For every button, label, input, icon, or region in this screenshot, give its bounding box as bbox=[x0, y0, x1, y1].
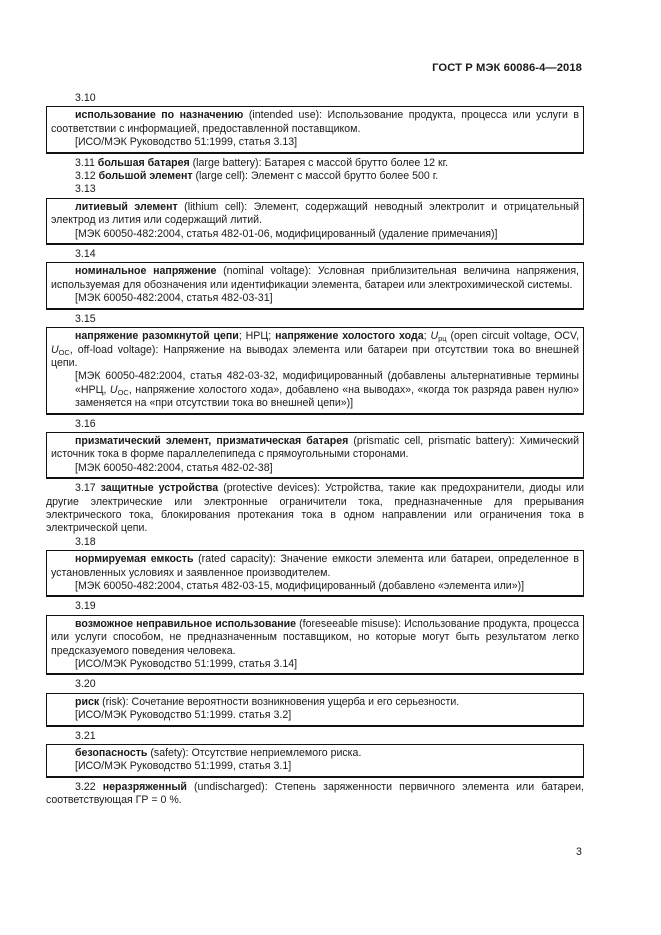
term: нормируемая емкость bbox=[75, 553, 194, 566]
subscript: OC bbox=[58, 347, 70, 357]
definition-box bbox=[46, 615, 584, 676]
entry-number: 3.22 bbox=[75, 780, 96, 793]
definition-text bbox=[46, 781, 584, 808]
source-reference: [МЭК 60050-482:2004, статья 482-03-31] bbox=[75, 292, 273, 305]
definition-text bbox=[46, 157, 584, 170]
page-header: ГОСТ Р МЭК 60086-4—2018 bbox=[432, 62, 582, 74]
definition: (risk): Сочетание вероятности возникновения ущерба и его серьезности. bbox=[99, 695, 460, 708]
definition: (large cell): Элемент с массой брутто более 500 г. bbox=[192, 170, 439, 183]
entry-number: 3.17 bbox=[75, 482, 96, 495]
definition: (protective devices): Устройства, такие как предохранители, диоды или другие электрические или электронные ограничители тока, предназначенные для прерывания электрического тока, блокирования протекания тока в одном направлении или ограничения тока в электрической цепи. bbox=[46, 482, 584, 535]
source-reference: [ИСО/МЭК Руководство 51:1999. статья 3.2] bbox=[75, 709, 292, 722]
term: большая батарея bbox=[97, 156, 190, 169]
definition-text bbox=[51, 696, 579, 709]
term: номинальное напряжение bbox=[75, 265, 217, 278]
definition-box bbox=[46, 550, 584, 597]
term: призматический элемент, призматическая батарея bbox=[75, 434, 349, 447]
definition-text bbox=[46, 482, 584, 536]
page-number: 3 bbox=[576, 846, 582, 858]
document-body bbox=[46, 92, 584, 808]
term: литиевый элемент bbox=[75, 200, 178, 213]
entry-number: 3.13 bbox=[75, 183, 96, 196]
entry-number: 3.21 bbox=[75, 729, 96, 742]
term: напряжение разомкнутой цепи bbox=[75, 330, 239, 343]
symbol: U bbox=[430, 330, 439, 343]
definition: (prismatic cell, prismatic battery): Химический источник тока в форме параллелепипеда с прямоугольными сторонами. bbox=[51, 434, 579, 461]
definition: (foreseeable misuse): Использование продукта, процесса или услуги способом, не предназначенным поставщиком, но которые могут быть результатом легко предсказуемого поведения человека. bbox=[51, 617, 579, 657]
definition-text bbox=[51, 618, 579, 658]
source-reference: [ИСО/МЭК Руководство 51:1999, статья 3.1] bbox=[75, 760, 292, 773]
source-reference: [МЭК 60050-482:2004, статья 482-03-15, модифицированный (добавлено «элемента или»)] bbox=[75, 580, 525, 592]
entry-number: 3.14 bbox=[75, 248, 96, 261]
definition: (safety): Отсутствие неприемлемого риска. bbox=[147, 747, 362, 760]
definition: (nominal voltage): Условная приблизительная величина напряжения, используемая для обозначения или идентификации элемента, батареи или электрохимической системы. bbox=[51, 265, 579, 291]
term: риск bbox=[75, 695, 100, 708]
symbol: U bbox=[51, 343, 59, 356]
definition-text bbox=[51, 265, 579, 292]
term: большой элемент bbox=[98, 170, 193, 183]
definition-box bbox=[46, 693, 584, 727]
term: возможное неправильное использование bbox=[75, 617, 297, 630]
entry-number: 3.11 bbox=[75, 156, 95, 169]
subscript: OC bbox=[117, 387, 129, 397]
entry-number: 3.18 bbox=[75, 535, 96, 548]
symbol: U bbox=[109, 383, 118, 396]
source-reference: [МЭК 60050-482:2004, статья 482-02-38] bbox=[75, 461, 273, 474]
entry-number: 3.16 bbox=[75, 417, 96, 430]
definition: (undischarged): Степень заряженности первичного элемента или батареи, соответствующая ГР = 0 %. bbox=[46, 780, 584, 807]
entry-number: 3.19 bbox=[75, 600, 96, 613]
source-reference bbox=[51, 370, 579, 410]
reference-part: [МЭК 60050-482:2004, статья 482-03-32, модифицированный (добавлены альтернативные термины «НРЦ, bbox=[75, 370, 579, 396]
term: напряжение холостого хода bbox=[275, 330, 424, 343]
definition: (open circuit voltage, OCV, bbox=[446, 330, 580, 343]
definition-text bbox=[51, 201, 579, 228]
reference-part: , напряжение холостого хода», добавлено «на выводах», «когда ток разряда равен нулю» заменяется на «при отсутствии тока во внешней цепи»)] bbox=[75, 383, 579, 410]
definition-box bbox=[46, 432, 584, 479]
definition-box bbox=[46, 744, 584, 778]
source-reference: [ИСО/МЭК Руководство 51:1999, статья 3.14] bbox=[75, 658, 298, 671]
term: неразряженный bbox=[102, 780, 187, 793]
definition-box bbox=[46, 327, 584, 414]
separator: ; bbox=[423, 330, 431, 343]
term: использование по назначению bbox=[75, 109, 244, 122]
definition-text bbox=[51, 553, 579, 580]
definition: (lithium cell): Элемент, содержащий неводный электролит и отрицательный электрод из лития или содержащий литий. bbox=[51, 200, 579, 227]
definition-box bbox=[46, 106, 584, 153]
source-reference: [ИСО/МЭК Руководство 51:1999, статья 3.13] bbox=[75, 136, 298, 149]
definition-text bbox=[46, 170, 584, 183]
entry-number: 3.15 bbox=[75, 312, 96, 325]
term: безопасность bbox=[75, 747, 148, 760]
definition-text bbox=[51, 330, 579, 370]
source-reference: [МЭК 60050-482:2004, статья 482-01-06, модифицированный (удаление примечания)] bbox=[75, 227, 498, 240]
definition: (rated capacity): Значение емкости элемента или батареи, определенное в установленных условиях и заявленное производителем. bbox=[51, 553, 579, 579]
definition-text bbox=[51, 109, 579, 136]
entry-number: 3.10 bbox=[75, 92, 96, 104]
definition-box bbox=[46, 198, 584, 245]
definition-text bbox=[51, 435, 579, 462]
term: защитные устройства bbox=[100, 482, 219, 495]
subscript: рц bbox=[438, 334, 447, 344]
definition-text bbox=[51, 747, 579, 760]
separator: ; НРЦ; bbox=[238, 330, 276, 343]
definition: (large battery): Батарея с массой брутто более 12 кг. bbox=[189, 156, 449, 169]
definition: (intended use): Использование продукта, процесса или услуги в соответствии с информацией, предоставленной поставщиком. bbox=[51, 109, 579, 135]
entry-number: 3.20 bbox=[75, 678, 96, 691]
definition-box bbox=[46, 262, 584, 309]
definition: , off-load voltage): Напряжение на выводах элемента или батареи при отсутствии тока во внешней цепи. bbox=[51, 343, 579, 369]
entry-number: 3.12 bbox=[75, 170, 96, 183]
